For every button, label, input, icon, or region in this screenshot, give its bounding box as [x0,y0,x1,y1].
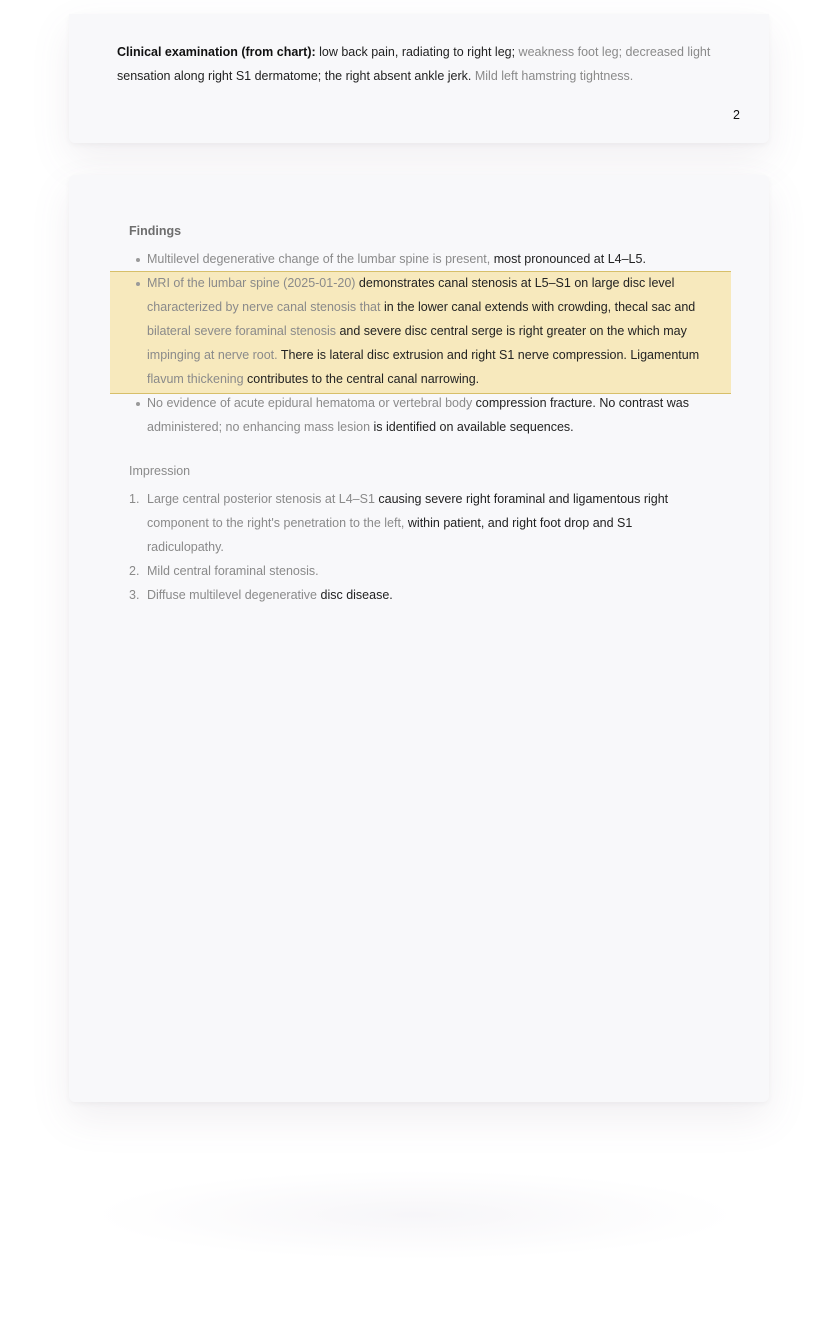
finding-text: in the lower canal extends with crowding, thecal sac and [380,300,696,314]
finding-3-line-2[interactable] [147,415,574,439]
document-page-main [69,175,769,1102]
clinical-text: sensation along right S1 dermatome; the right absent ankle jerk. [117,69,472,83]
impression-2-line-1[interactable] [147,559,319,583]
impression-number: 3. [129,588,140,602]
document-page-top [69,14,769,143]
findings-heading: Findings [129,224,182,238]
impression-number: 2. [129,564,140,578]
clinical-text: low back pain, radiating to right leg; [315,45,516,59]
page-shadow [90,1170,740,1260]
finding-text: characterized by nerve canal stenosis that [147,300,381,314]
impression-text: radiculopathy. [147,540,224,554]
finding-text: MRI of the lumbar spine (2025-01-20) [147,276,356,290]
clinical-line-2 [117,64,727,88]
clinical-label: Clinical examination (from chart): [117,45,316,59]
finding-text: contributes to the central canal narrowing. [243,372,480,386]
page-number: 2 [733,108,740,122]
finding-2-line-5[interactable] [147,367,479,391]
clinical-examination [117,40,727,88]
finding-text: and severe disc central serge is right greater on the which may [335,324,687,338]
bullet-icon [136,282,140,286]
finding-2-line-4[interactable] [147,343,699,367]
impression-text: component to the right's penetration to the left, [147,516,405,530]
finding-text: compression fracture. No contrast was [472,396,689,410]
impression-heading: Impression [129,464,191,478]
finding-text: demonstrates canal stenosis at L5–S1 on large disc level [355,276,675,290]
impression-text: Diffuse multilevel degenerative [147,588,318,602]
finding-2-line-1[interactable] [147,271,674,295]
finding-3-line-1[interactable] [147,391,689,415]
clinical-line-1 [117,40,727,64]
finding-text: No evidence of acute epidural hematoma or vertebral body [147,396,473,410]
impression-1-line-1[interactable] [147,487,668,511]
finding-text: is identified on available sequences. [370,420,574,434]
impression-text: Mild central foraminal stenosis. [147,564,319,578]
finding-text: There is lateral disc extrusion and right S1 nerve compression. Ligamentum [277,348,700,362]
clinical-text: Mild left hamstring tightness. [471,69,634,83]
finding-text: administered; no enhancing mass lesion [147,420,371,434]
impression-text: disc disease. [317,588,393,602]
finding-2-line-2[interactable] [147,295,695,319]
impression-3-line-1[interactable] [147,583,393,607]
finding-1-line-1[interactable] [147,247,646,271]
clinical-text: weakness foot leg; decreased light [515,45,711,59]
impression-text: within patient, and right foot drop and S1 [404,516,633,530]
bullet-icon [136,402,140,406]
finding-text: impinging at nerve root. [147,348,278,362]
finding-text: bilateral severe foraminal stenosis [147,324,336,338]
impression-1-line-3[interactable] [147,535,224,559]
impression-text: Large central posterior stenosis at L4–S1 [147,492,375,506]
impression-1-line-2[interactable] [147,511,632,535]
impression-text: causing severe right foraminal and ligamentous right [374,492,669,506]
bullet-icon [136,258,140,262]
finding-2-line-3[interactable] [147,319,687,343]
finding-text: flavum thickening [147,372,244,386]
impression-number: 1. [129,492,140,506]
finding-text: most pronounced at L4–L5. [490,252,646,266]
finding-text: Multilevel degenerative change of the lumbar spine is present, [147,252,491,266]
